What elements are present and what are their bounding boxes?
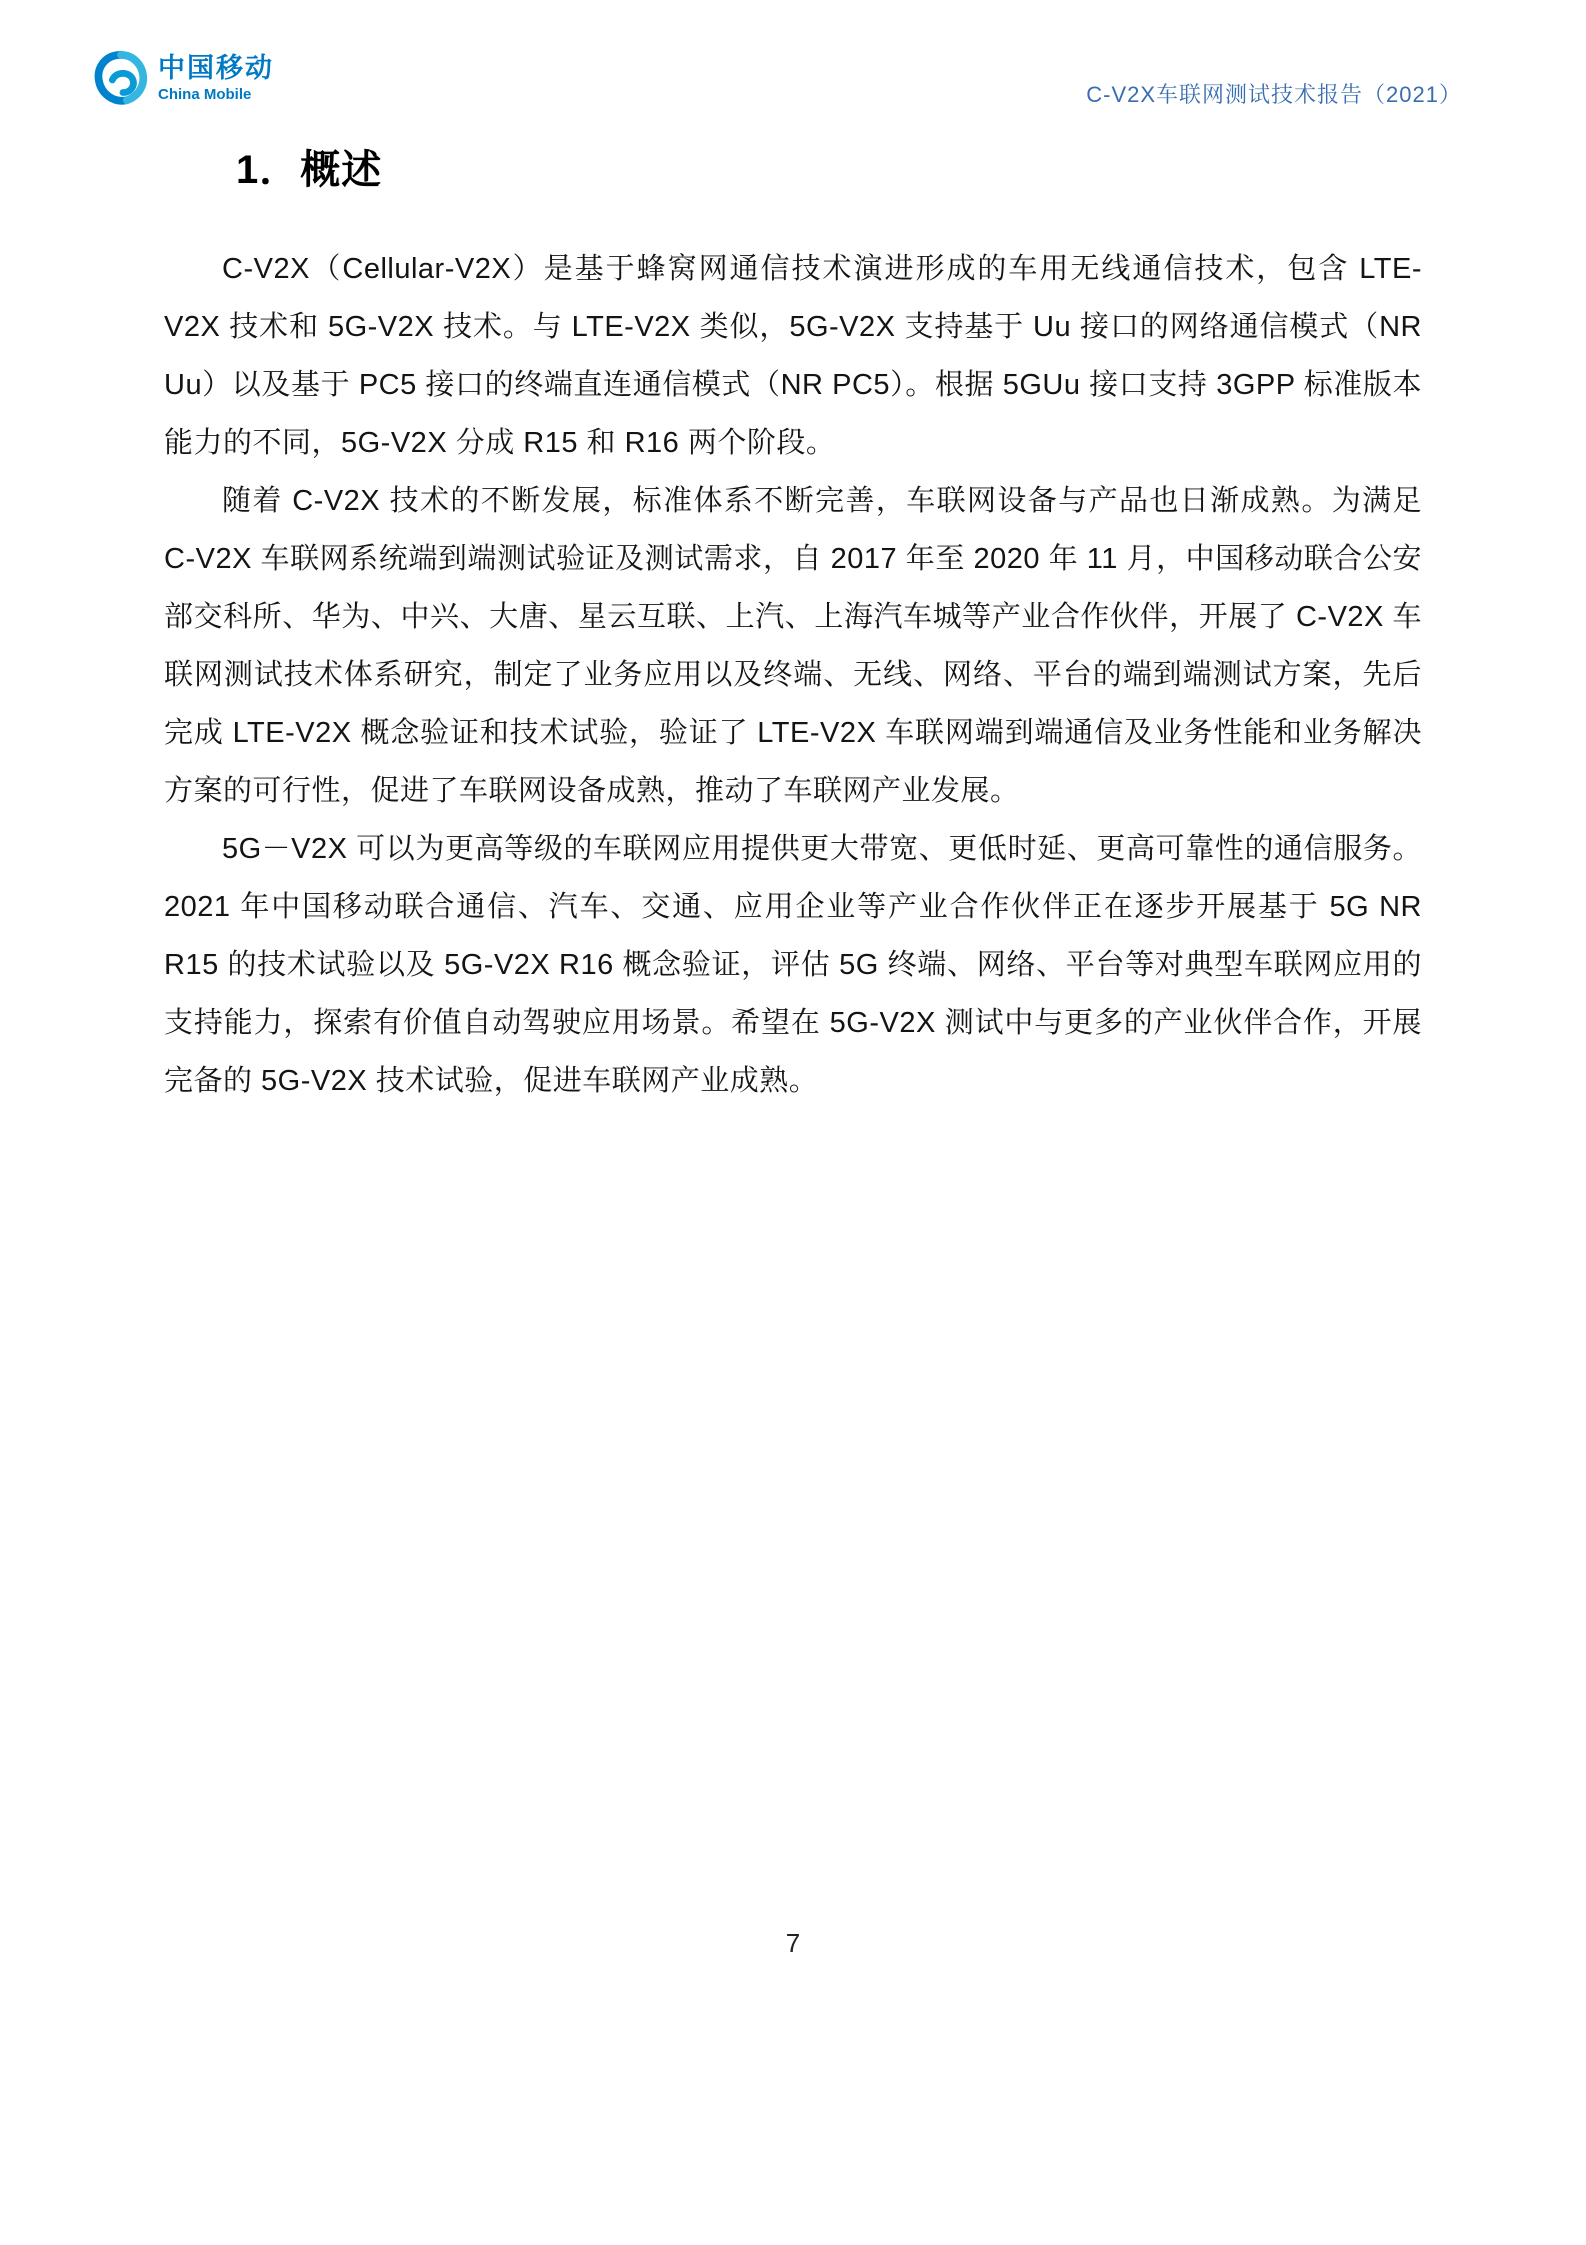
china-mobile-logo [92,50,274,108]
document-body [164,146,1422,1110]
page-number: 7 [785,1928,801,1958]
paragraph-3: 5G－V2X 可以为更高等级的车联网应用提供更大带宽、更低时延、更高可靠性的通信服务。2021 年中国移动联合通信、汽车、交通、应用企业等产业合作伙伴正在逐步开展基于 5G NR R15 的技术试验以及 5G-V2X R16 概念验证，评估 5G 终端、网络、平台等对典型车联网应用的支持能力，探索有价值自动驾驶应用场景。希望在 5G-V2X 测试中与更多的产业伙伴合作，开展完备的 5G-V2X 技术试验，促进车联网产业成熟。 [164,833,1422,1097]
report-title: C-V2X车联网测试技术报告（2021） [1086,82,1462,107]
logo-name-cn: 中国移动 [158,53,274,84]
section-title: 1．概述 [236,148,383,192]
paragraph-2: 随着 C-V2X 技术的不断发展，标准体系不断完善，车联网设备与产品也日渐成熟。为满足 C-V2X 车联网系统端到端测试验证及测试需求，自 2017 年至 2020 年 11 月，中国移动联合公安部交科所、华为、中兴、大唐、星云互联、上汽、上海汽车城等产业合作伙伴，开展了 C-V2X 车联网测试技术体系研究，制定了业务应用以及终端、无线、网络、平台的端到端测试方案，先后完成 LTE-V2X 概念验证和技术试验，验证了 LTE-V2X 车联网端到端通信及业务性能和业务解决方案的可行性，促进了车联网设备成熟，推动了车联网产业发展。 [164,485,1422,807]
china-mobile-logo-text [158,54,274,103]
paragraph-1: C-V2X（Cellular-V2X）是基于蜂窝网通信技术演进形成的车用无线通信技术，包含 LTE-V2X 技术和 5G-V2X 技术。与 LTE-V2X 类似，5G-V2X 支持基于 Uu 接口的网络通信模式（NR Uu）以及基于 PC5 接口的终端直连通信模式（NR PC5）。根据 5GUu 接口支持 3GPP 标准版本能力的不同，5G-V2X 分成 R15 和 R16 两个阶段。 [164,253,1422,459]
logo-name-en: China Mobile [158,86,252,104]
china-mobile-logo-icon [92,50,150,108]
